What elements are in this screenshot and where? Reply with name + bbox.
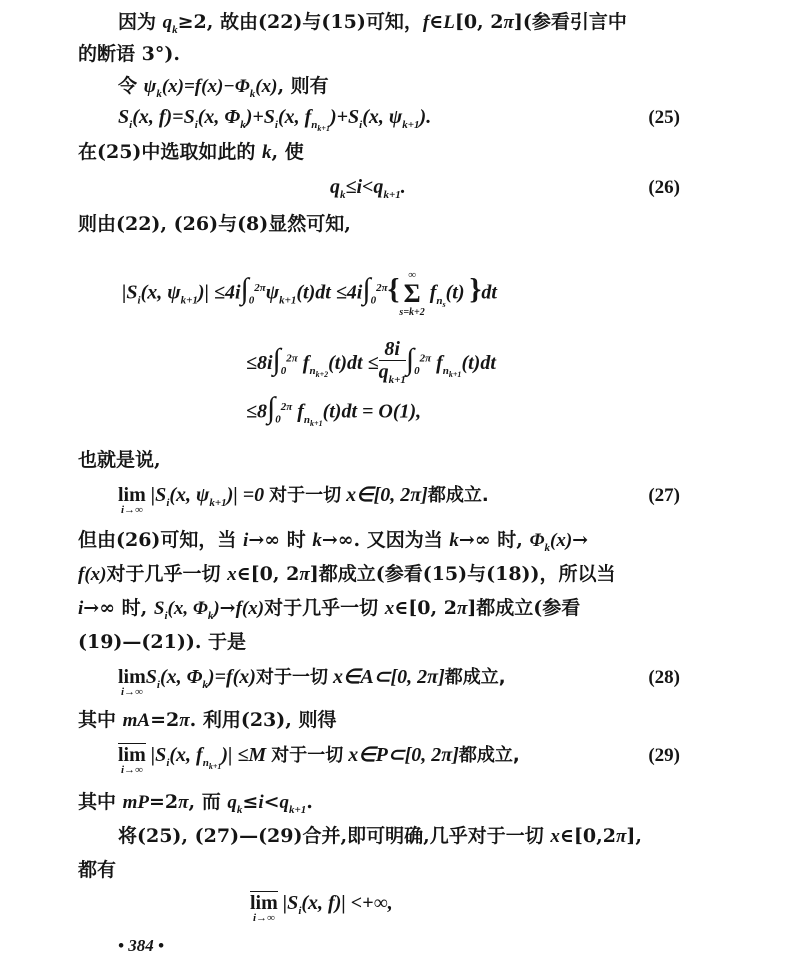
equation-29: lim i→∞ $|S_i(x$, $f_{n_{k+1}})| \le M$ 对于一切 x∈P⊂[0, 2π]都成立, bbox=[118, 744, 520, 776]
paragraph-line: 令 $\psi_k(x)=f(x)-\Phi_k(x)$, 则有 bbox=[118, 75, 329, 100]
text: 因为 bbox=[118, 11, 163, 33]
equation-26: $q_k\le i<q_{k+1}$. bbox=[330, 176, 406, 201]
paragraph-line: 其中 mA=2π. 利用(23), 则得 bbox=[78, 709, 337, 731]
text: 都有 bbox=[78, 859, 117, 881]
paragraph-line: i→∞ 时, $S_i(x$, $\Phi_k)\to f(x)$对于几乎一切 x∈[0, 2π]都成立(参看 bbox=[78, 597, 581, 622]
text: (19)—(21)). 于是 bbox=[78, 631, 247, 653]
inequality-line-1: $|S_i(x$, $\psi_{k+1})| \le 4i\int_0^{2\pi}\psi_{k+1}(t)dt \le 4i\int_0^{2\pi}${ ∞ Σ s=k+2 $f_{n_s}(t)$ }dt bbox=[122, 269, 497, 318]
paragraph-line: 其中 mP=2π, 而 $q_k\le i<q_{k+1}$. bbox=[78, 791, 313, 816]
paragraph-line: 将(25), (27)—(29)合并,即可明确,几乎对于一切 x∈[0,2π], bbox=[118, 825, 642, 847]
paragraph-line bbox=[78, 630, 246, 654]
equation-number: (29) bbox=[648, 745, 680, 766]
equation-25: $S_i(x$, $f)=S_i(x$, $\Phi_k)+S_i(x$, $f_{n_{k+1}})+S_i(x$, $\psi_{k+1}$). bbox=[118, 106, 432, 134]
paragraph-line: 但由(26)可知，当 i→∞ 时 k→∞. 又因为当 k→∞ 时, $\Phi_k(x)\to$ bbox=[78, 529, 589, 554]
equation-28: lim i→∞ $S_i(x$, $\Phi_k)=f(x)$对于一切 x∈A⊂[0, 2π]都成立, bbox=[118, 666, 506, 698]
inequality-line-3: $\le 8\int_0^{2\pi}$ $f_{n_{k+1}}(t)dt = O(1)$, bbox=[246, 391, 422, 428]
text: 也就是说, bbox=[78, 449, 161, 471]
text: 的断语 3°). bbox=[78, 43, 180, 65]
paragraph-line: 在(25)中选取如此的 k, 使 bbox=[78, 141, 304, 163]
paragraph-line bbox=[78, 858, 116, 882]
equation-number: (25) bbox=[648, 107, 680, 128]
page-number: • 384 • bbox=[118, 936, 164, 955]
paragraph-line: f(x)对于几乎一切 x∈[0, 2π]都成立(参看(15)与(18))，所以当 bbox=[78, 563, 616, 585]
equation-27: lim i→∞ $|S_i(x$, $\psi_{k+1})| =0$ 对于一切 x∈[0, 2π]都成立. bbox=[118, 484, 489, 516]
paragraph-line bbox=[78, 212, 351, 236]
equation-number: (27) bbox=[648, 485, 680, 506]
paragraph-line bbox=[78, 42, 180, 66]
inequality-line-2: $\le 8i\int_0^{2\pi}$ $f_{n_{k+2}}(t)dt$ ≤ $\frac{8i}{q_{k+1}}$ $\int_0^{2\pi}$ $f_{n_{k+1}}(t)dt$ bbox=[246, 338, 496, 386]
text: 则由(22), (26)与(8)显然可知, bbox=[78, 213, 351, 235]
equation-number: (26) bbox=[648, 177, 680, 198]
equation-number: (28) bbox=[648, 667, 680, 688]
equation-final: lim i→∞ $|S_i(x$, f)| <+∞, bbox=[250, 892, 393, 924]
paragraph-line: 因为 $q_k\ge 2$, 故由(22)与(15)可知，f∈L[0, 2π](参看引言中 bbox=[118, 11, 627, 36]
paragraph-line bbox=[78, 448, 161, 472]
